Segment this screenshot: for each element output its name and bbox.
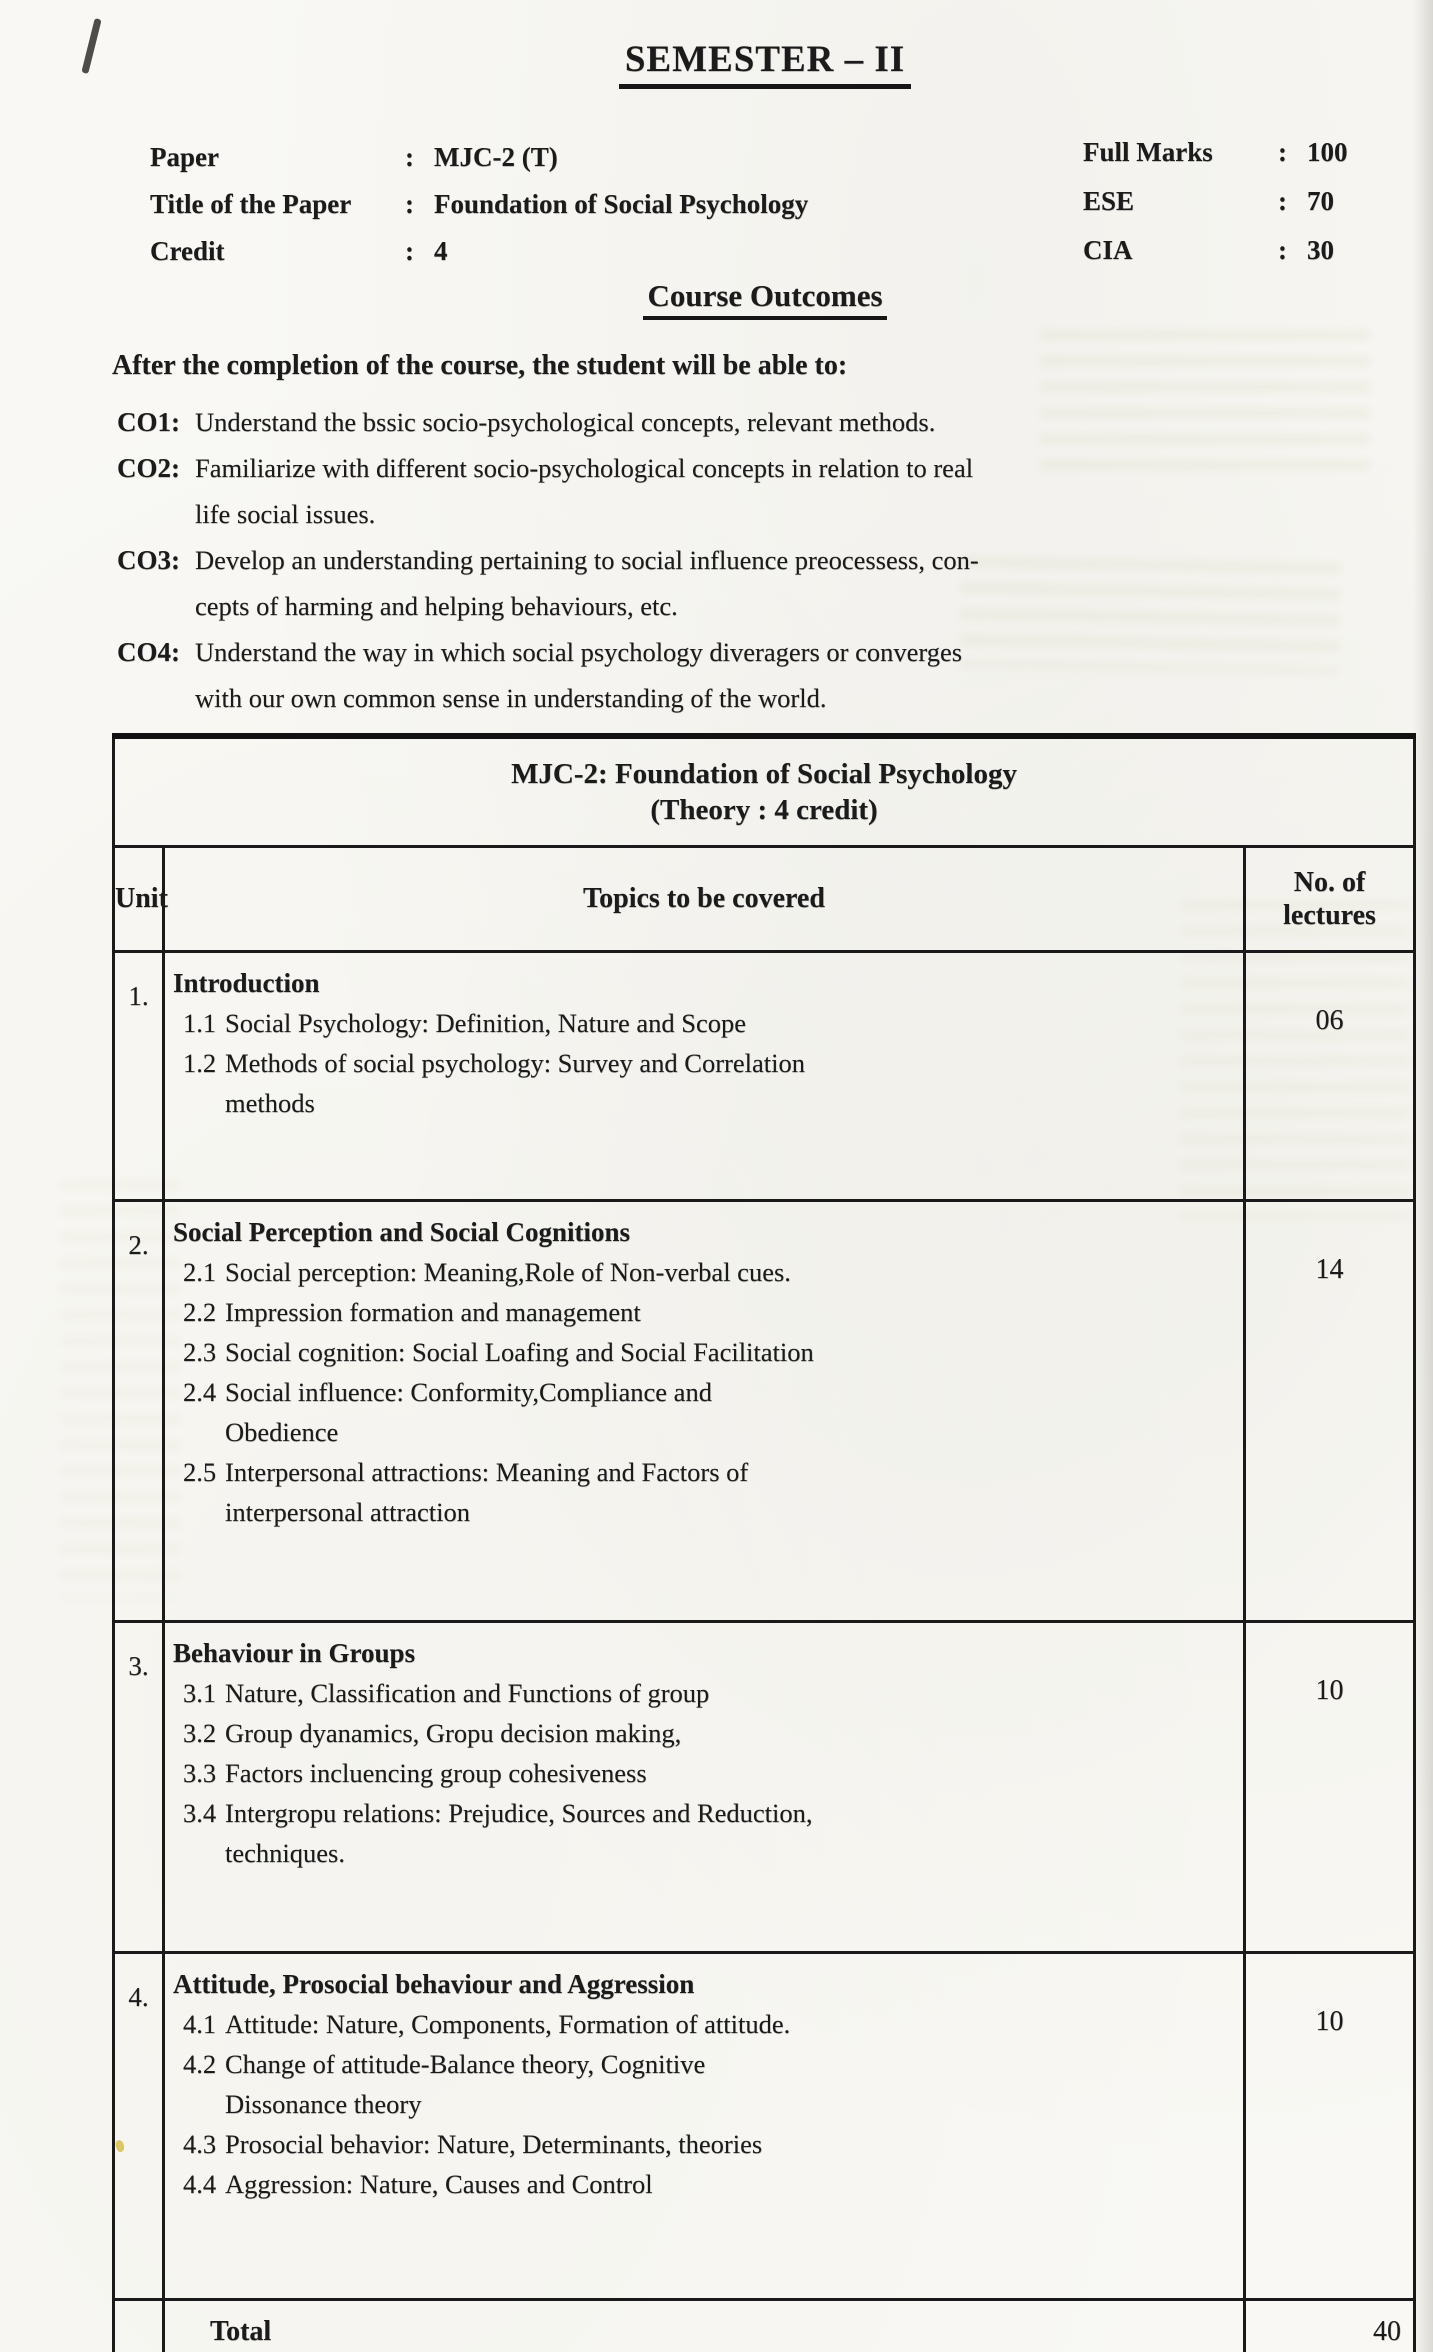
table-row-unit-2 bbox=[114, 1201, 1415, 1622]
semester-title-wrap bbox=[97, 38, 1433, 89]
unit-lectures: 10 bbox=[1245, 1622, 1415, 1953]
topic-line: Impression formation and management bbox=[225, 1297, 641, 1327]
table-row-unit-1 bbox=[114, 952, 1415, 1201]
topic-text bbox=[225, 1673, 1237, 1713]
unit-number: 3. bbox=[114, 1622, 164, 1953]
topic-text bbox=[225, 2004, 1237, 2044]
topic-line: Factors incluencing group cohesiveness bbox=[225, 1758, 647, 1788]
meta-value: 4 bbox=[434, 236, 448, 266]
meta-colon: : bbox=[405, 142, 414, 172]
topic-number: 1.1 bbox=[183, 1008, 217, 1038]
topic-line: Nature, Classification and Functions of group bbox=[225, 1678, 710, 1708]
topic-text bbox=[225, 1292, 1237, 1332]
course-outcomes-list bbox=[117, 399, 1357, 721]
topic-text bbox=[225, 1713, 1237, 1753]
unit-number: 4. bbox=[114, 1953, 164, 2300]
topic-line: Aggression: Nature, Causes and Control bbox=[225, 2169, 653, 2199]
topic-item bbox=[165, 1292, 1237, 1332]
meta-row-ese bbox=[1083, 177, 1348, 226]
topic-line: Intergropu relations: Prejudice, Sources and Reduction, bbox=[225, 1798, 813, 1828]
paper-meta-left bbox=[150, 134, 808, 275]
topic-number: 3.1 bbox=[183, 1678, 217, 1708]
meta-row-cia bbox=[1083, 226, 1348, 275]
topic-number: 4.1 bbox=[183, 2009, 217, 2039]
unit-heading: Social Perception and Social Cognitions bbox=[173, 1217, 631, 1247]
topic-line: techniques. bbox=[225, 1838, 345, 1868]
topic-number: 3.3 bbox=[183, 1758, 217, 1788]
outcome-code: CO3: bbox=[117, 545, 180, 575]
meta-value: 30 bbox=[1307, 235, 1334, 265]
topic-item bbox=[165, 2124, 1237, 2164]
outcome-line: Understand the way in which social psychology diveragers or converges bbox=[195, 637, 963, 667]
meta-value: 100 bbox=[1307, 137, 1348, 167]
topic-text bbox=[225, 2044, 1237, 2124]
outcome-line: cepts of harming and helping behaviours, etc. bbox=[195, 591, 678, 621]
table-row-total bbox=[114, 2300, 1415, 2352]
meta-value: MJC-2 (T) bbox=[434, 142, 558, 172]
topic-item bbox=[165, 1043, 1237, 1123]
unit-heading: Attitude, Prosocial behaviour and Aggression bbox=[173, 1969, 695, 1999]
topic-number: 2.2 bbox=[183, 1297, 217, 1327]
meta-colon: : bbox=[1278, 137, 1287, 167]
topic-number: 4.3 bbox=[183, 2129, 217, 2159]
unit-topics bbox=[164, 952, 1245, 1201]
topic-item bbox=[165, 1713, 1237, 1753]
table-title-row bbox=[114, 736, 1415, 847]
meta-row-credit bbox=[150, 228, 808, 275]
outcome-line: with our own common sense in understanding of the world. bbox=[195, 683, 827, 713]
meta-label: Paper bbox=[150, 142, 219, 172]
unit-heading: Introduction bbox=[173, 968, 320, 998]
meta-row-title bbox=[150, 181, 808, 228]
column-header-lectures bbox=[1245, 847, 1415, 952]
column-header-lectures-line1: No. of bbox=[1293, 867, 1366, 898]
topic-line: Social influence: Conformity,Compliance and bbox=[225, 1377, 712, 1407]
syllabus-table bbox=[112, 733, 1416, 2352]
table-title-cell bbox=[114, 736, 1415, 847]
outcome-line: Familiarize with different socio-psychological concepts in relation to real bbox=[195, 453, 974, 483]
total-label: Total bbox=[210, 2315, 272, 2347]
topic-item bbox=[165, 1753, 1237, 1793]
topic-line: Social perception: Meaning,Role of Non-verbal cues. bbox=[225, 1257, 791, 1287]
total-lectures: 40 bbox=[1245, 2300, 1415, 2352]
topic-text bbox=[225, 2124, 1237, 2164]
paper-meta-right bbox=[1083, 128, 1348, 275]
topic-item bbox=[165, 1332, 1237, 1372]
outcome-line: Develop an understanding pertaining to social influence preocessess, con- bbox=[195, 545, 979, 575]
meta-colon: : bbox=[405, 189, 414, 219]
topic-text bbox=[225, 1793, 1237, 1873]
outcome-line: life social issues. bbox=[195, 499, 376, 529]
course-outcomes-heading: Course Outcomes bbox=[643, 278, 886, 320]
total-empty-cell bbox=[114, 2300, 164, 2352]
unit-number: 1. bbox=[114, 952, 164, 1201]
meta-label: Full Marks bbox=[1083, 137, 1213, 167]
topic-number: 1.2 bbox=[183, 1048, 217, 1078]
outcome-line: Understand the bssic socio-psychological concepts, relevant methods. bbox=[195, 407, 936, 437]
topic-item bbox=[165, 2004, 1237, 2044]
topic-line: Social Psychology: Definition, Nature and Scope bbox=[225, 1008, 747, 1038]
topic-text bbox=[225, 2164, 1237, 2204]
column-header-lectures-line2: lectures bbox=[1283, 900, 1376, 931]
topic-item bbox=[165, 1793, 1237, 1873]
meta-row-paper bbox=[150, 134, 808, 181]
topic-text bbox=[225, 1252, 1237, 1292]
outcome-text bbox=[195, 537, 1357, 629]
column-header-unit: Unit bbox=[114, 847, 164, 952]
topic-line: Change of attitude-Balance theory, Cognitive bbox=[225, 2049, 706, 2079]
course-outcome-item bbox=[117, 537, 1357, 629]
semester-title: SEMESTER – II bbox=[619, 38, 911, 89]
topic-item bbox=[165, 1003, 1237, 1043]
topic-line: Dissonance theory bbox=[225, 2089, 422, 2119]
meta-label: Title of the Paper bbox=[150, 189, 352, 219]
topic-text bbox=[225, 1753, 1237, 1793]
course-outcome-item bbox=[117, 629, 1357, 721]
unit-lectures: 14 bbox=[1245, 1201, 1415, 1622]
topic-number: 2.1 bbox=[183, 1257, 217, 1287]
topic-text bbox=[225, 1372, 1237, 1452]
topic-line: Interpersonal attractions: Meaning and Factors of bbox=[225, 1457, 749, 1487]
course-outcomes-heading-wrap bbox=[97, 278, 1433, 320]
topic-text bbox=[225, 1043, 1237, 1123]
outcome-code: CO2: bbox=[117, 453, 180, 483]
topic-number: 2.3 bbox=[183, 1337, 217, 1367]
topic-number: 3.2 bbox=[183, 1718, 217, 1748]
unit-topics bbox=[164, 1622, 1245, 1953]
topic-number: 4.2 bbox=[183, 2049, 217, 2079]
outcome-text bbox=[195, 629, 1357, 721]
topic-item bbox=[165, 1452, 1237, 1532]
topic-line: Attitude: Nature, Components, Formation of attitude. bbox=[225, 2009, 791, 2039]
unit-heading: Behaviour in Groups bbox=[173, 1638, 416, 1668]
unit-topics bbox=[164, 1201, 1245, 1622]
topic-line: Group dyanamics, Gropu decision making, bbox=[225, 1718, 682, 1748]
meta-value: Foundation of Social Psychology bbox=[434, 189, 809, 219]
topic-line: Prosocial behavior: Nature, Determinants, theories bbox=[225, 2129, 763, 2159]
topic-item bbox=[165, 1252, 1237, 1292]
meta-colon: : bbox=[1278, 186, 1287, 216]
topic-number: 2.5 bbox=[183, 1457, 217, 1487]
topic-number: 4.4 bbox=[183, 2169, 217, 2199]
course-outcome-item bbox=[117, 445, 1357, 537]
topic-line: interpersonal attraction bbox=[225, 1497, 471, 1527]
topic-text bbox=[225, 1332, 1237, 1372]
column-header-topics: Topics to be covered bbox=[164, 847, 1245, 952]
unit-lectures: 10 bbox=[1245, 1953, 1415, 2300]
topic-number: 3.4 bbox=[183, 1798, 217, 1828]
topic-line: methods bbox=[225, 1088, 315, 1118]
outcome-code: CO4: bbox=[117, 637, 180, 667]
meta-label: Credit bbox=[150, 236, 225, 266]
topic-number: 2.4 bbox=[183, 1377, 217, 1407]
course-outcome-item bbox=[117, 399, 1357, 445]
outcome-text bbox=[195, 399, 1357, 445]
topic-line: Methods of social psychology: Survey and Correlation bbox=[225, 1048, 805, 1078]
outcome-code: CO1: bbox=[117, 407, 180, 437]
table-header-row bbox=[114, 847, 1415, 952]
table-title-line2: (Theory : 4 credit) bbox=[650, 794, 878, 826]
table-title-line1: MJC-2: Foundation of Social Psychology bbox=[511, 758, 1017, 790]
outcome-text bbox=[195, 445, 1357, 537]
unit-topics bbox=[164, 1953, 1245, 2300]
meta-label: ESE bbox=[1083, 186, 1135, 216]
unit-lectures: 06 bbox=[1245, 952, 1415, 1201]
topic-text bbox=[225, 1003, 1237, 1043]
total-label-cell bbox=[164, 2300, 1245, 2352]
topic-line: Obedience bbox=[225, 1417, 339, 1447]
topic-item bbox=[165, 2044, 1237, 2124]
topic-item bbox=[165, 1372, 1237, 1452]
meta-colon: : bbox=[1278, 235, 1287, 265]
table-row-unit-3 bbox=[114, 1622, 1415, 1953]
topic-line: Social cognition: Social Loafing and Social Facilitation bbox=[225, 1337, 814, 1367]
course-outcomes-intro: After the completion of the course, the student will be able to: bbox=[112, 350, 848, 381]
meta-value: 70 bbox=[1307, 186, 1334, 216]
topic-item bbox=[165, 2164, 1237, 2204]
meta-label: CIA bbox=[1083, 235, 1133, 265]
meta-colon: : bbox=[405, 236, 414, 266]
unit-number: 2. bbox=[114, 1201, 164, 1622]
table-row-unit-4 bbox=[114, 1953, 1415, 2300]
topic-item bbox=[165, 1673, 1237, 1713]
meta-row-full-marks bbox=[1083, 128, 1348, 177]
topic-text bbox=[225, 1452, 1237, 1532]
